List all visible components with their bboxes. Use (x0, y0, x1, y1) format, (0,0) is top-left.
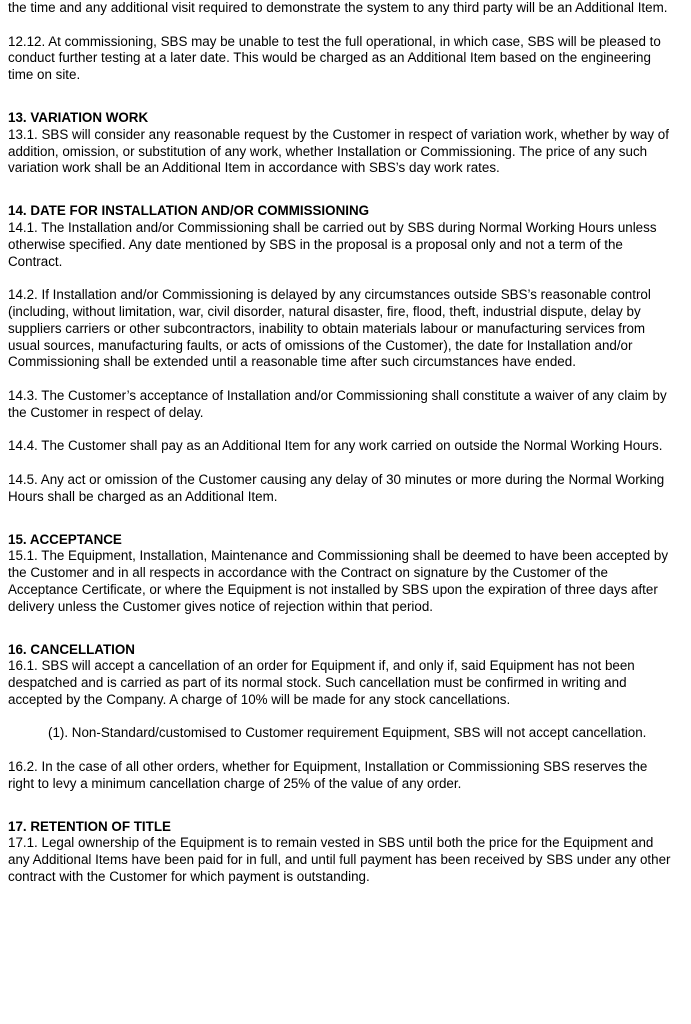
paragraph-12-12: 12.12. At commissioning, SBS may be unable to test the full operational, in which case, SBS will be pleased to conduct further testing at a later date. This would be charged as an Additional Item based on the engineering time on site. (8, 33, 661, 83)
section-13-heading: 13. VARIATION WORK (8, 109, 149, 125)
paragraph-14-1: 14.1. The Installation and/or Commissioning shall be carried out by SBS during Normal Working Hours unless otherwise specified. Any date mentioned by SBS in the proposal is a proposal only and not a term of the Contract. (8, 219, 657, 269)
section-17-heading: 17. RETENTION OF TITLE (8, 818, 171, 834)
paragraph-16-1: 16.1. SBS will accept a cancellation of an order for Equipment if, and only if, said Equipment has not been despatched and is carried as part of its normal stock. Such cancellation must be confirmed in writing and accepted by the Company. A charge of 10% will be made for any stock cancellations. (8, 658, 635, 707)
paragraph-16-2: 16.2. In the case of all other orders, whether for Equipment, Installation or Commissioning SBS reserves the right to levy a minimum cancellation charge of 25% of the value of any order. (8, 759, 648, 791)
section-16-heading: 16. CANCELLATION (8, 641, 135, 657)
paragraph-15-1: 15.1. The Equipment, Installation, Maintenance and Commissioning shall be deemed to have been accepted by the Customer and in all respects in accordance with the Contract on signature by the Customer of the Acceptance Certificate, or where the Equipment is not installed by SBS upon the expiration of three days after delivery unless the Customer gives notice of rejection within that period. (8, 548, 669, 614)
section-14-heading: 14. DATE FOR INSTALLATION AND/OR COMMISSIONING (8, 203, 370, 219)
paragraph-top-fragment: the time and any additional visit required to demonstrate the system to any third party will be an Additional Item. (8, 0, 668, 15)
paragraph-14-3: 14.3. The Customer’s acceptance of Installation and/or Commissioning shall constitute a waiver of any claim by the Customer in respect of delay. (8, 387, 667, 420)
paragraph-13-1: 13.1. SBS will consider any reasonable request by the Customer in respect of variation work, whether by way of addition, omission, or substitution of any work, whether Installation or Commissioning. The price of any such variation work shall be an Additional Item in accordance with SBS’s day work rates. (8, 126, 669, 176)
section-15-heading: 15. ACCEPTANCE (8, 531, 122, 547)
paragraph-14-5: 14.5. Any act or omission of the Customer causing any delay of 30 minutes or more during the Normal Working Hours shall be charged as an Additional Item. (8, 471, 665, 504)
paragraph-17-1: 17.1. Legal ownership of the Equipment is to remain vested in SBS until both the price for the Equipment and any Additional Items have been paid for in full, and until full payment has been received by SBS under any other contract with the Customer for which payment is outstanding. (8, 835, 671, 885)
paragraph-14-2: 14.2. If Installation and/or Commissioning is delayed by any circumstances outside SBS’s reasonable control (including, without limitation, war, civil disorder, natural disaster, fire, flood, theft, industrial dispute, delay by suppliers carriers or other subcontractors, inability to obtain materials labour or manufacturing services from usual sources, manufacturing faults, or acts of omissions of the Customer), the date for Installation and/or Commissioning shall be extended until a reasonable time after such circumstances have ended. (8, 287, 651, 370)
paragraph-16-1-subitem: (1). Non-Standard/customised to Customer requirement Equipment, SBS will not accept cancellation. (48, 725, 647, 741)
paragraph-14-4: 14.4. The Customer shall pay as an Additional Item for any work carried on outside the Normal Working Hours. (8, 438, 663, 454)
